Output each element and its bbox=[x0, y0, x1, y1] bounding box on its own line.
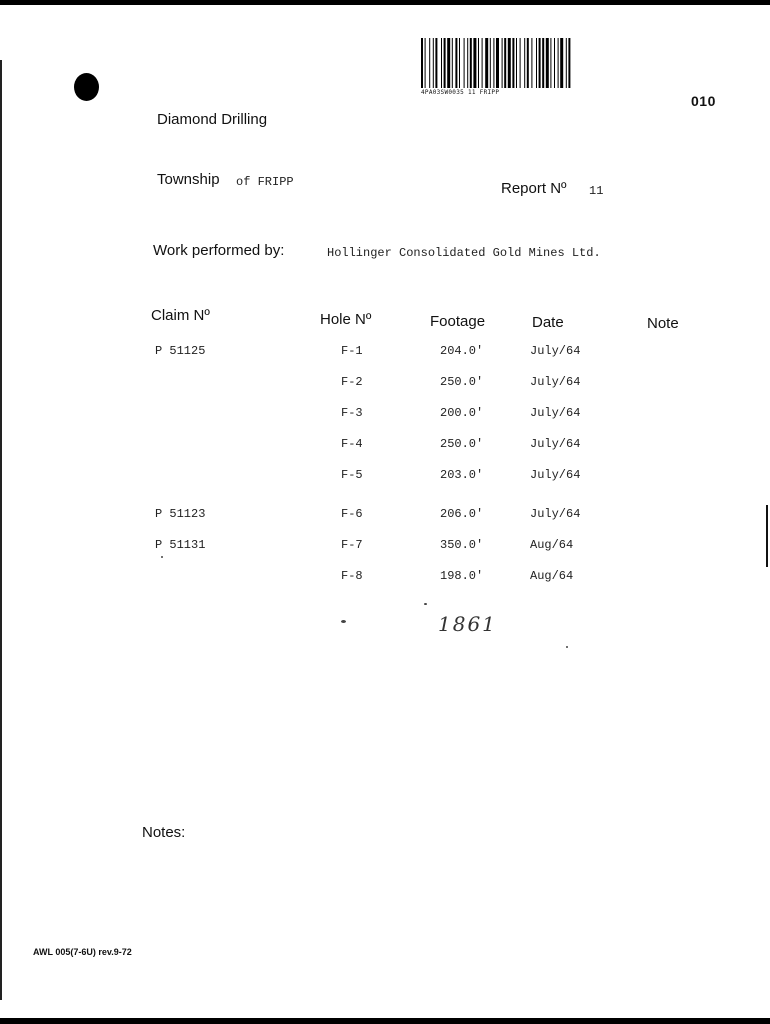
notes-label: Notes: bbox=[142, 824, 186, 841]
barcode-bar bbox=[568, 38, 570, 88]
date-cell: Aug/64 bbox=[530, 538, 574, 552]
barcode-bar bbox=[496, 38, 499, 88]
scan-speck bbox=[341, 620, 346, 623]
barcode-bar bbox=[473, 38, 476, 88]
scan-speck bbox=[161, 556, 163, 558]
hole-cell: F-3 bbox=[341, 406, 363, 420]
scan-speck bbox=[566, 646, 568, 648]
table-row bbox=[0, 437, 770, 455]
footage-cell: 198.0' bbox=[440, 569, 484, 583]
barcode-bar bbox=[464, 38, 465, 88]
barcode-bar bbox=[558, 38, 559, 88]
barcode bbox=[421, 38, 637, 88]
barcode-bar bbox=[524, 38, 525, 88]
barcode-caption: 4PA03SW0035 11 FRIPP bbox=[421, 89, 500, 96]
barcode-bar bbox=[493, 38, 494, 88]
barcode-bar bbox=[546, 38, 549, 88]
hole-cell: F-4 bbox=[341, 437, 363, 451]
barcode-bar bbox=[520, 38, 521, 88]
page-code: 010 bbox=[691, 93, 716, 109]
barcode-bar bbox=[560, 38, 563, 88]
footage-cell: 203.0' bbox=[440, 468, 484, 482]
barcode-bar bbox=[531, 38, 532, 88]
barcode-bar bbox=[447, 38, 450, 88]
date-cell: July/64 bbox=[530, 375, 581, 389]
barcode-bar bbox=[554, 38, 555, 88]
table-row bbox=[0, 406, 770, 424]
barcode-bar bbox=[452, 38, 453, 88]
barcode-bar bbox=[539, 38, 541, 88]
hole-cell: F-6 bbox=[341, 507, 363, 521]
barcode-bar bbox=[516, 38, 517, 88]
barcode-bar bbox=[467, 38, 468, 88]
claim-cell: P 51131 bbox=[155, 538, 206, 552]
barcode-bar bbox=[504, 38, 506, 88]
column-header-date: Date bbox=[532, 314, 564, 331]
scan-left-edge bbox=[0, 60, 2, 1000]
date-cell: Aug/64 bbox=[530, 569, 574, 583]
barcode-bar bbox=[490, 38, 491, 88]
township-label: Township bbox=[157, 171, 220, 188]
form-number: AWL 005(7-6U) rev.9-72 bbox=[33, 947, 132, 957]
claim-cell: P 51123 bbox=[155, 507, 206, 521]
date-cell: July/64 bbox=[530, 437, 581, 451]
township-value: of FRIPP bbox=[236, 175, 294, 189]
date-cell: July/64 bbox=[530, 507, 581, 521]
table-row bbox=[0, 344, 770, 362]
hole-cell: F-1 bbox=[341, 344, 363, 358]
barcode-bar bbox=[566, 38, 567, 88]
barcode-bar bbox=[435, 38, 437, 88]
work-performed-value: Hollinger Consolidated Gold Mines Ltd. bbox=[327, 246, 601, 260]
date-cell: July/64 bbox=[530, 344, 581, 358]
barcode-bar bbox=[421, 38, 423, 88]
report-label: Report Nº bbox=[501, 180, 567, 197]
footage-cell: 350.0' bbox=[440, 538, 484, 552]
barcode-bar bbox=[455, 38, 457, 88]
footage-cell: 250.0' bbox=[440, 437, 484, 451]
scan-bottom-border bbox=[0, 1018, 770, 1024]
work-performed-label: Work performed by: bbox=[153, 242, 285, 259]
report-value: 11 bbox=[589, 184, 604, 198]
barcode-bar bbox=[502, 38, 503, 88]
footage-cell: 250.0' bbox=[440, 375, 484, 389]
barcode-bar bbox=[482, 38, 483, 88]
barcode-bar bbox=[542, 38, 544, 88]
barcode-bar bbox=[429, 38, 430, 88]
scan-top-border bbox=[0, 0, 770, 5]
footage-cell: 204.0' bbox=[440, 344, 484, 358]
hole-cell: F-7 bbox=[341, 538, 363, 552]
hole-cell: F-8 bbox=[341, 569, 363, 583]
table-row bbox=[0, 468, 770, 486]
column-header-footage: Footage bbox=[430, 313, 486, 330]
claim-cell: P 51125 bbox=[155, 344, 206, 358]
footage-cell: 200.0' bbox=[440, 406, 484, 420]
barcode-bar bbox=[512, 38, 514, 88]
column-header-note: Note bbox=[647, 315, 679, 332]
barcode-bar bbox=[425, 38, 426, 88]
barcode-bar bbox=[433, 38, 434, 88]
handwritten-total: 1861 bbox=[438, 612, 497, 636]
table-row bbox=[0, 375, 770, 393]
table-row bbox=[0, 569, 770, 587]
barcode-bar bbox=[536, 38, 537, 88]
barcode-bar bbox=[478, 38, 479, 88]
barcode-bar bbox=[485, 38, 488, 88]
barcode-bar bbox=[508, 38, 511, 88]
form-title: Diamond Drilling bbox=[157, 111, 268, 128]
barcode-bar bbox=[527, 38, 529, 88]
date-cell: July/64 bbox=[530, 406, 581, 420]
date-cell: July/64 bbox=[530, 468, 581, 482]
footage-cell: 206.0' bbox=[440, 507, 484, 521]
column-header-hole: Hole Nº bbox=[320, 311, 372, 328]
barcode-bar bbox=[550, 38, 551, 88]
hole-cell: F-5 bbox=[341, 468, 363, 482]
barcode-bar bbox=[470, 38, 472, 88]
barcode-bar bbox=[441, 38, 442, 88]
scan-speck bbox=[424, 603, 427, 605]
barcode-bar bbox=[444, 38, 446, 88]
table-row bbox=[0, 507, 770, 525]
barcode-bar bbox=[459, 38, 460, 88]
hole-cell: F-2 bbox=[341, 375, 363, 389]
table-row bbox=[0, 538, 770, 556]
column-header-claim: Claim Nº bbox=[151, 307, 210, 324]
punch-hole bbox=[74, 73, 99, 101]
